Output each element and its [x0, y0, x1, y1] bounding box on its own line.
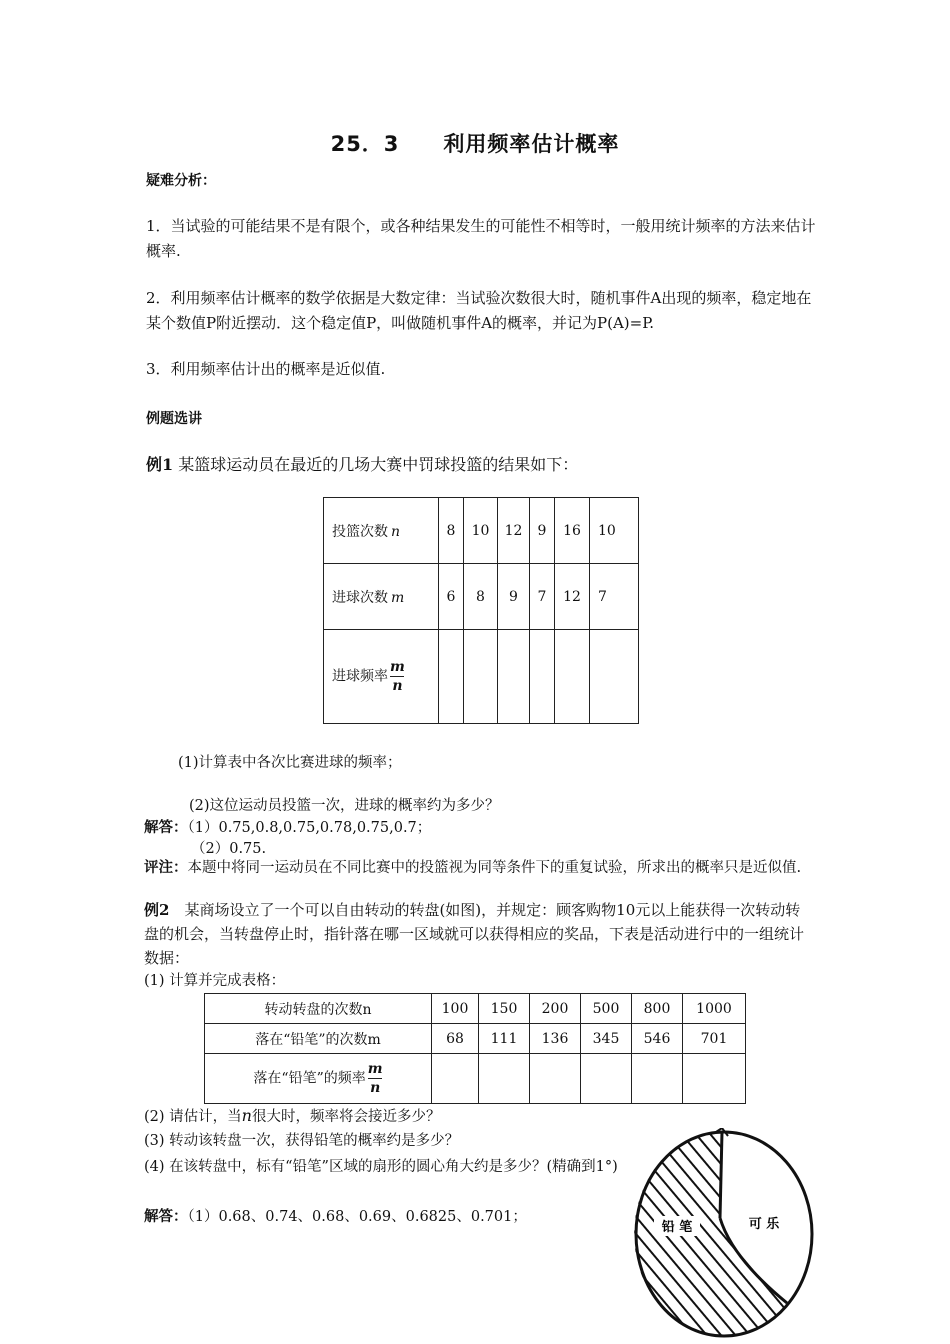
table-cell — [498, 630, 530, 724]
table-cell — [555, 630, 590, 724]
table-cell: 200 — [530, 994, 581, 1024]
example-2-answer — [144, 1206, 527, 1228]
table-cell — [530, 630, 555, 724]
table-row — [205, 1024, 746, 1054]
table-cell: 12 — [498, 498, 530, 564]
example-2-intro — [144, 898, 812, 970]
table-cell: 6 — [439, 564, 464, 630]
table-row — [205, 1054, 746, 1104]
table-cell: 136 — [530, 1024, 581, 1054]
example-2-text: 某商场设立了一个可以自由转动的转盘(如图)，并规定：顾客购物10元以上能获得一次转动转盘的机会，当转盘停止时，指针落在哪一区域就可以获得相应的奖品，下表是活动进行中的一组统计数据： — [144, 901, 805, 967]
table-cell: 68 — [432, 1024, 479, 1054]
cola-label: 可 乐 — [748, 1217, 780, 1232]
analysis-point-1: 1．当试验的可能结果不是有限个，或各种结果发生的可能性不相等时，一般用统计频率的方法来估计概率. — [146, 217, 816, 260]
table-cell: 12 — [555, 564, 590, 630]
analysis-point-2: 2．利用频率估计概率的数学依据是大数定律：当试验次数很大时，随机事件A出现的频率，稳定地在某个数值P附近摆动．这个稳定值P，叫做随机事件A的概率，并记为P(A)=P. — [146, 289, 812, 332]
answer-label: 解答： — [144, 819, 188, 836]
example-2-question-1: (1) 计算并完成表格： — [144, 973, 286, 989]
table-cell — [590, 630, 639, 724]
table-cell: 500 — [581, 994, 632, 1024]
table-cell: 150 — [479, 994, 530, 1024]
example-1-intro — [146, 452, 578, 475]
spinner-divider — [720, 1132, 722, 1218]
table-cell: 10 — [464, 498, 498, 564]
table-cell: 7 — [590, 564, 639, 630]
table-row — [324, 564, 639, 630]
table-cell: 8 — [439, 498, 464, 564]
table-row — [205, 994, 746, 1024]
examples-heading: 例题选讲 — [146, 411, 202, 427]
spinner-figure — [632, 1128, 820, 1340]
table-cell: 16 — [555, 498, 590, 564]
table-cell — [530, 1054, 581, 1104]
table-cell — [581, 1054, 632, 1104]
table-cell: 1000 — [683, 994, 746, 1024]
analysis-point-3: 3．利用频率估计出的概率是近似值. — [146, 360, 386, 378]
table-cell — [479, 1054, 530, 1104]
example-2-label: 例2 — [144, 901, 170, 919]
row-label: 落在“铅笔”的频率 $\frac{m}{n}$ — [205, 1054, 432, 1104]
example-2-question-3: (3) 转动该转盘一次，获得铅笔的概率约是多少？ — [144, 1133, 460, 1149]
table-cell: 9 — [498, 564, 530, 630]
table-cell — [439, 630, 464, 724]
row-label: 进球频率 $\frac{m}{n}$ — [324, 630, 439, 724]
comment-text: 本题中将同一运动员在不同比赛中的投篮视为同等条件下的重复试验，所求出的概率只是近似值. — [187, 860, 802, 876]
answer-1: （1）0.75,0.8,0.75,0.78,0.75,0.7； — [187, 820, 432, 836]
table-cell — [464, 630, 498, 724]
comment-label: 评注： — [144, 859, 188, 876]
analysis-heading: 疑难分析： — [146, 173, 216, 189]
answer-1: （1）0.68、0.74、0.68、0.69、0.6825、0.701； — [187, 1209, 527, 1225]
page-title: 25．3 利用频率估计概率 — [330, 132, 620, 156]
example-1-text: 某篮球运动员在最近的几场大赛中罚球投篮的结果如下： — [173, 455, 579, 474]
example-2-question-2: (2) 请估计，当n很大时，频率将会接近多少？ — [144, 1106, 441, 1125]
table-cell: 701 — [683, 1024, 746, 1054]
fraction-m-over-n: $\frac{m}{n}$ — [367, 1061, 383, 1096]
row-label: 投篮次数 n — [324, 498, 439, 564]
example-1-table — [323, 497, 639, 724]
table-cell: 9 — [530, 498, 555, 564]
example-2-table — [204, 993, 746, 1104]
table-cell — [683, 1054, 746, 1104]
table-cell: 7 — [530, 564, 555, 630]
table-cell: 800 — [632, 994, 683, 1024]
table-cell — [632, 1054, 683, 1104]
answer-label: 解答： — [144, 1208, 188, 1225]
example-1-comment — [144, 857, 809, 879]
row-label: 转动转盘的次数n — [205, 994, 432, 1024]
table-cell: 10 — [590, 498, 639, 564]
example-1-label: 例1 — [146, 455, 174, 474]
fraction-m-over-n: $\frac{m}{n}$ — [390, 659, 405, 694]
row-label: 进球次数 m — [324, 564, 439, 630]
example-1-question-1: (1)计算表中各次比赛进球的频率； — [178, 755, 402, 771]
table-cell — [432, 1054, 479, 1104]
example-2-question-4: (4) 在该转盘中，标有“铅笔”区域的扇形的圆心角大约是多少？(精确到1°) — [144, 1159, 618, 1175]
table-cell: 100 — [432, 994, 479, 1024]
table-row — [324, 630, 639, 724]
table-row — [324, 498, 639, 564]
pencil-label: 铅 笔 — [661, 1220, 693, 1235]
example-1-answer-2: （2）0.75. — [191, 841, 267, 857]
table-cell: 8 — [464, 564, 498, 630]
example-1-question-2: (2)这位运动员投篮一次，进球的概率约为多少？ — [189, 798, 500, 814]
row-label: 落在“铅笔”的次数m — [205, 1024, 432, 1054]
table-cell: 111 — [479, 1024, 530, 1054]
table-cell: 546 — [632, 1024, 683, 1054]
example-1-answer — [144, 817, 431, 839]
table-cell: 345 — [581, 1024, 632, 1054]
